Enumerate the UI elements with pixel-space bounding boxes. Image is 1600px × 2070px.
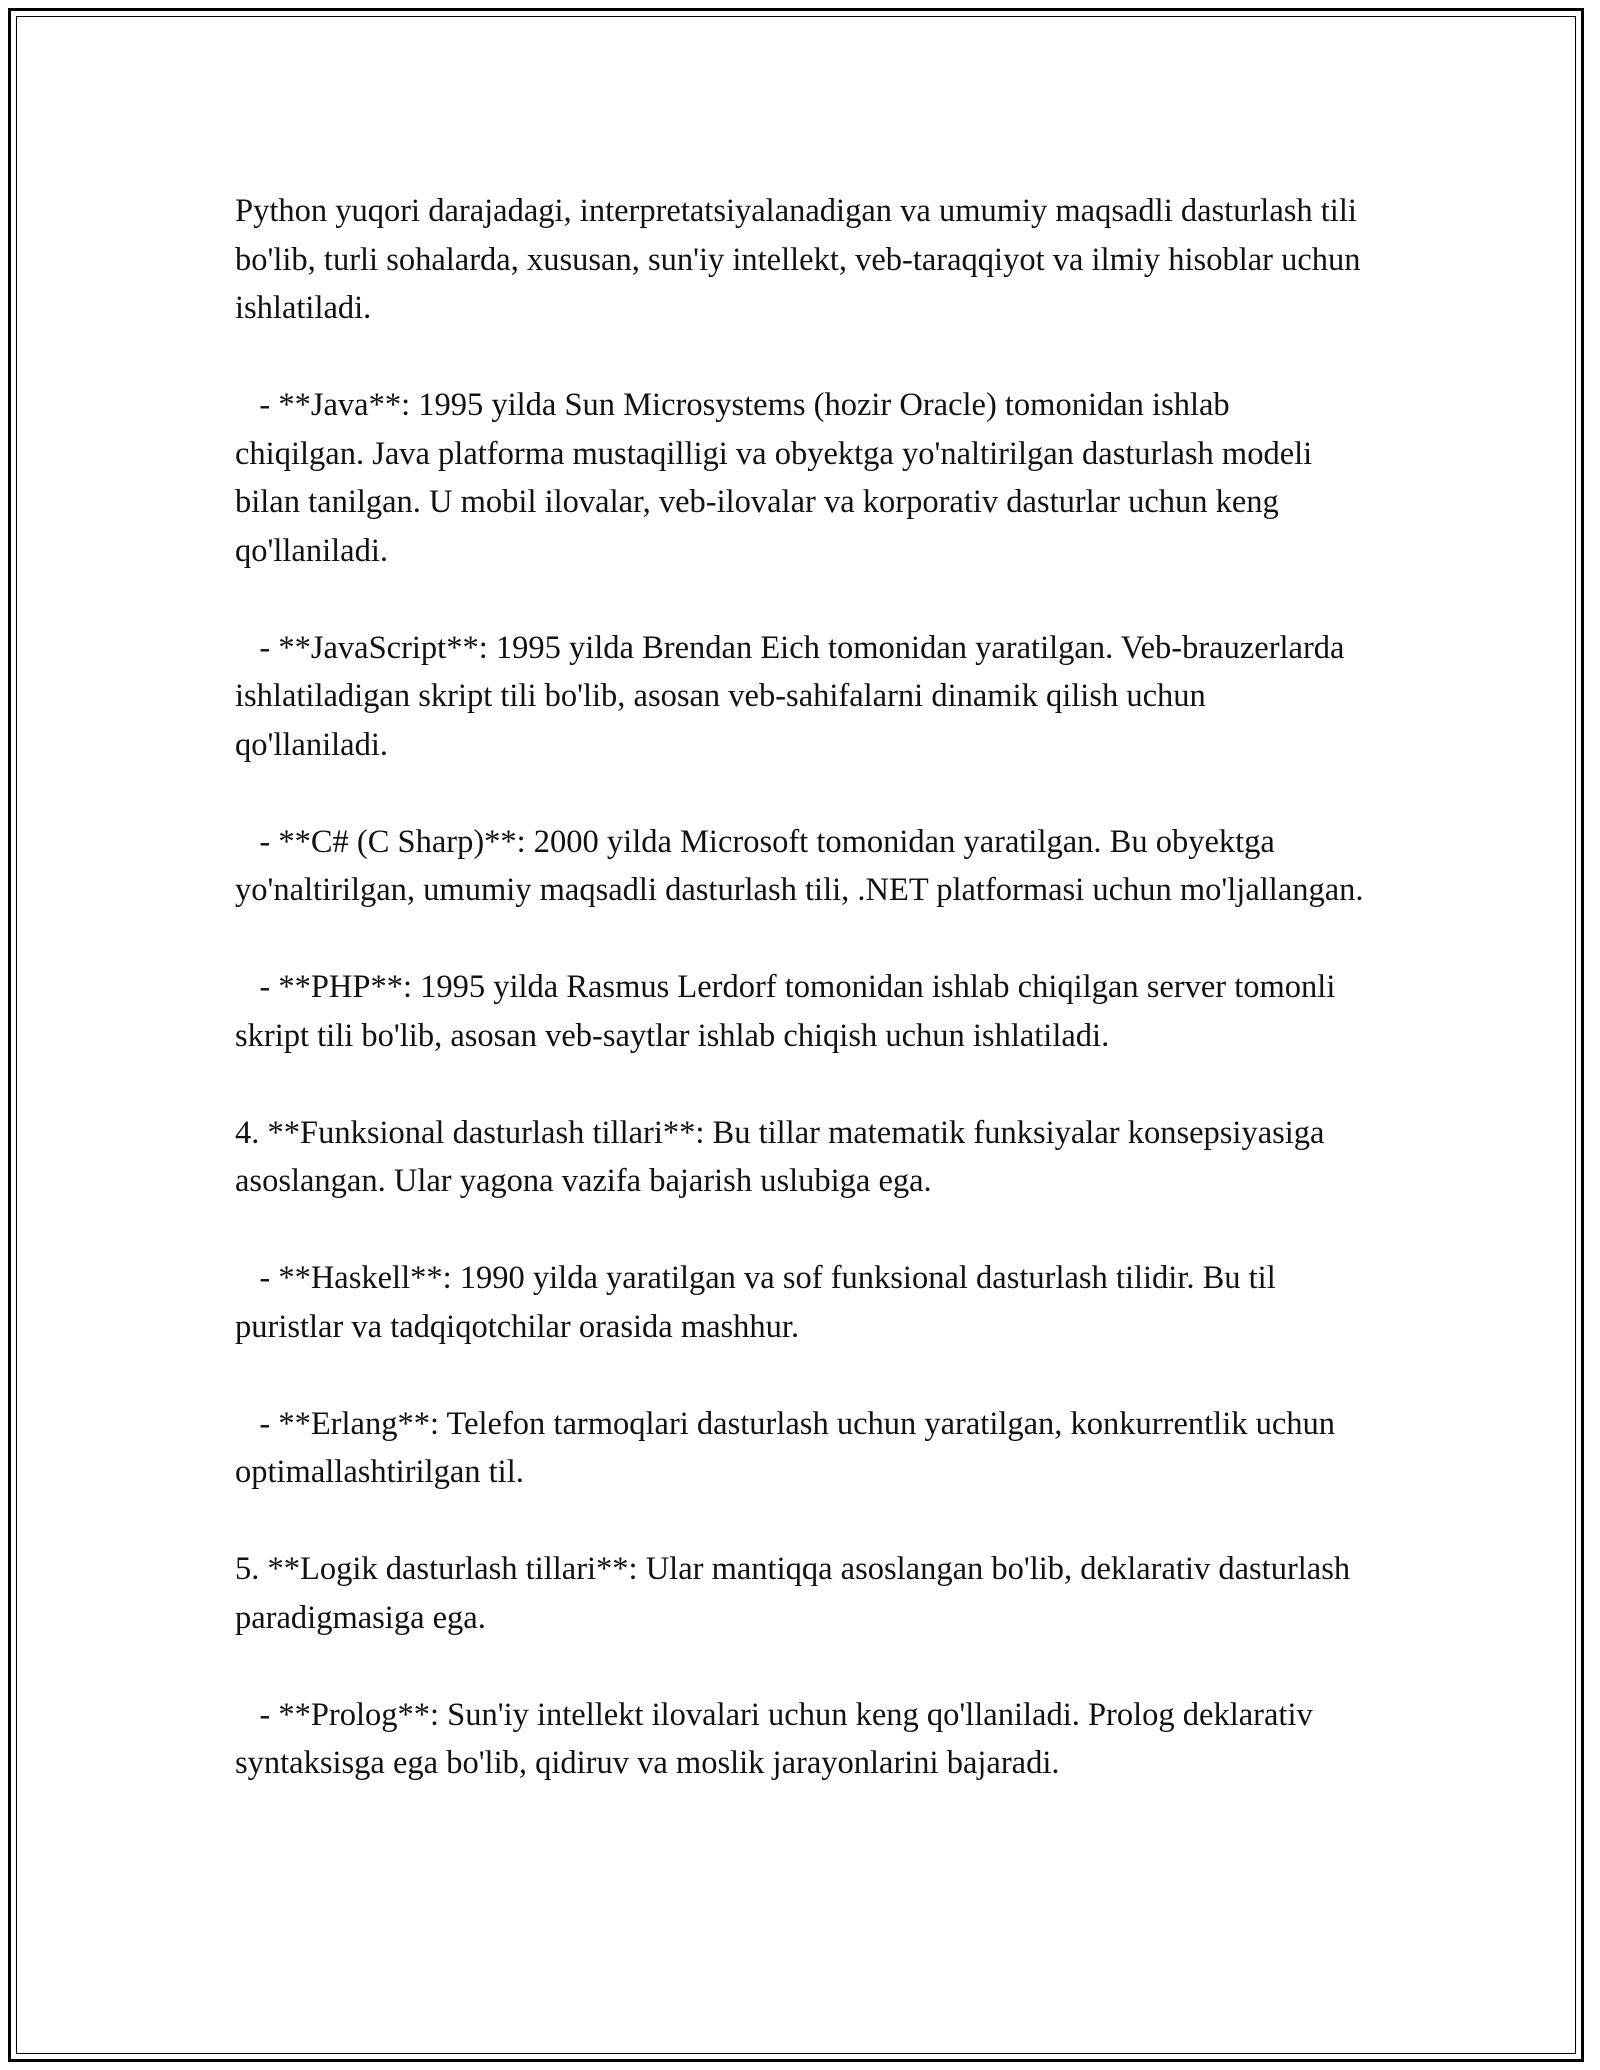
- paragraph-java: - **Java**: 1995 yilda Sun Microsystems (hozir Oracle) tomonidan ishlab chiqilgan. Java platforma mustaqilligi va obyektga yo'naltirilgan dasturlash modeli bilan tanilgan. U mobil ilovalar, veb-ilovalar va korporativ dasturlar uchun keng qo'llaniladi.: [235, 387, 1321, 569]
- paragraph-javascript: - **JavaScript**: 1995 yilda Brendan Eich tomonidan yaratilgan. Veb-brauzerlarda ishlatiladigan skript tili bo'lib, asosan veb-sahifalarni dinamik qilish uchun qo'llaniladi.: [235, 629, 1353, 763]
- paragraph-haskell: - **Haskell**: 1990 yilda yaratilgan va sof funksional dasturlash tilidir. Bu til puristlar va tadqiqotchilar orasida mashhur.: [235, 1260, 1284, 1345]
- paragraph-logic-languages: 5. **Logik dasturlash tillari**: Ular mantiqqa asoslangan bo'lib, deklarativ dasturlash paradigmasiga ega.: [235, 1551, 1359, 1636]
- document-body: [235, 187, 1369, 1788]
- paragraph-php: - **PHP**: 1995 yilda Rasmus Lerdorf tomonidan ishlab chiqilgan server tomonli skript tili bo'lib, asosan veb-saytlar ishlab chiqish uchun ishlatiladi.: [235, 969, 1344, 1054]
- paragraph-python-intro: Python yuqori darajadagi, interpretatsiyalanadigan va umumiy maqsadli dasturlash tili bo'lib, turli sohalarda, xususan, sun'iy intellekt, veb-taraqqiyot va ilmiy hisoblar uchun ishlatiladi.: [235, 193, 1369, 326]
- paragraph-functional-languages: 4. **Funksional dasturlash tillari**: Bu tillar matematik funksiyalar konsepsiyasiga asoslangan. Ular yagona vazifa bajarish uslubiga ega.: [235, 1114, 1333, 1199]
- paragraph-erlang: - **Erlang**: Telefon tarmoqlari dasturlash uchun yaratilgan, konkurrentlik uchun optimallashtirilgan til.: [235, 1405, 1344, 1490]
- paragraph-csharp: - **C# (C Sharp)**: 2000 yilda Microsoft tomonidan yaratilgan. Bu obyektga yo'naltirilgan, umumiy maqsadli dasturlash tili, .NET platformasi uchun mo'ljallangan.: [235, 823, 1364, 908]
- paragraph-prolog: - **Prolog**: Sun'iy intellekt ilovalari uchun keng qo'llaniladi. Prolog deklarativ syntaksisga ega bo'lib, qidiruv va moslik jarayonlarini bajaradi.: [235, 1696, 1321, 1781]
